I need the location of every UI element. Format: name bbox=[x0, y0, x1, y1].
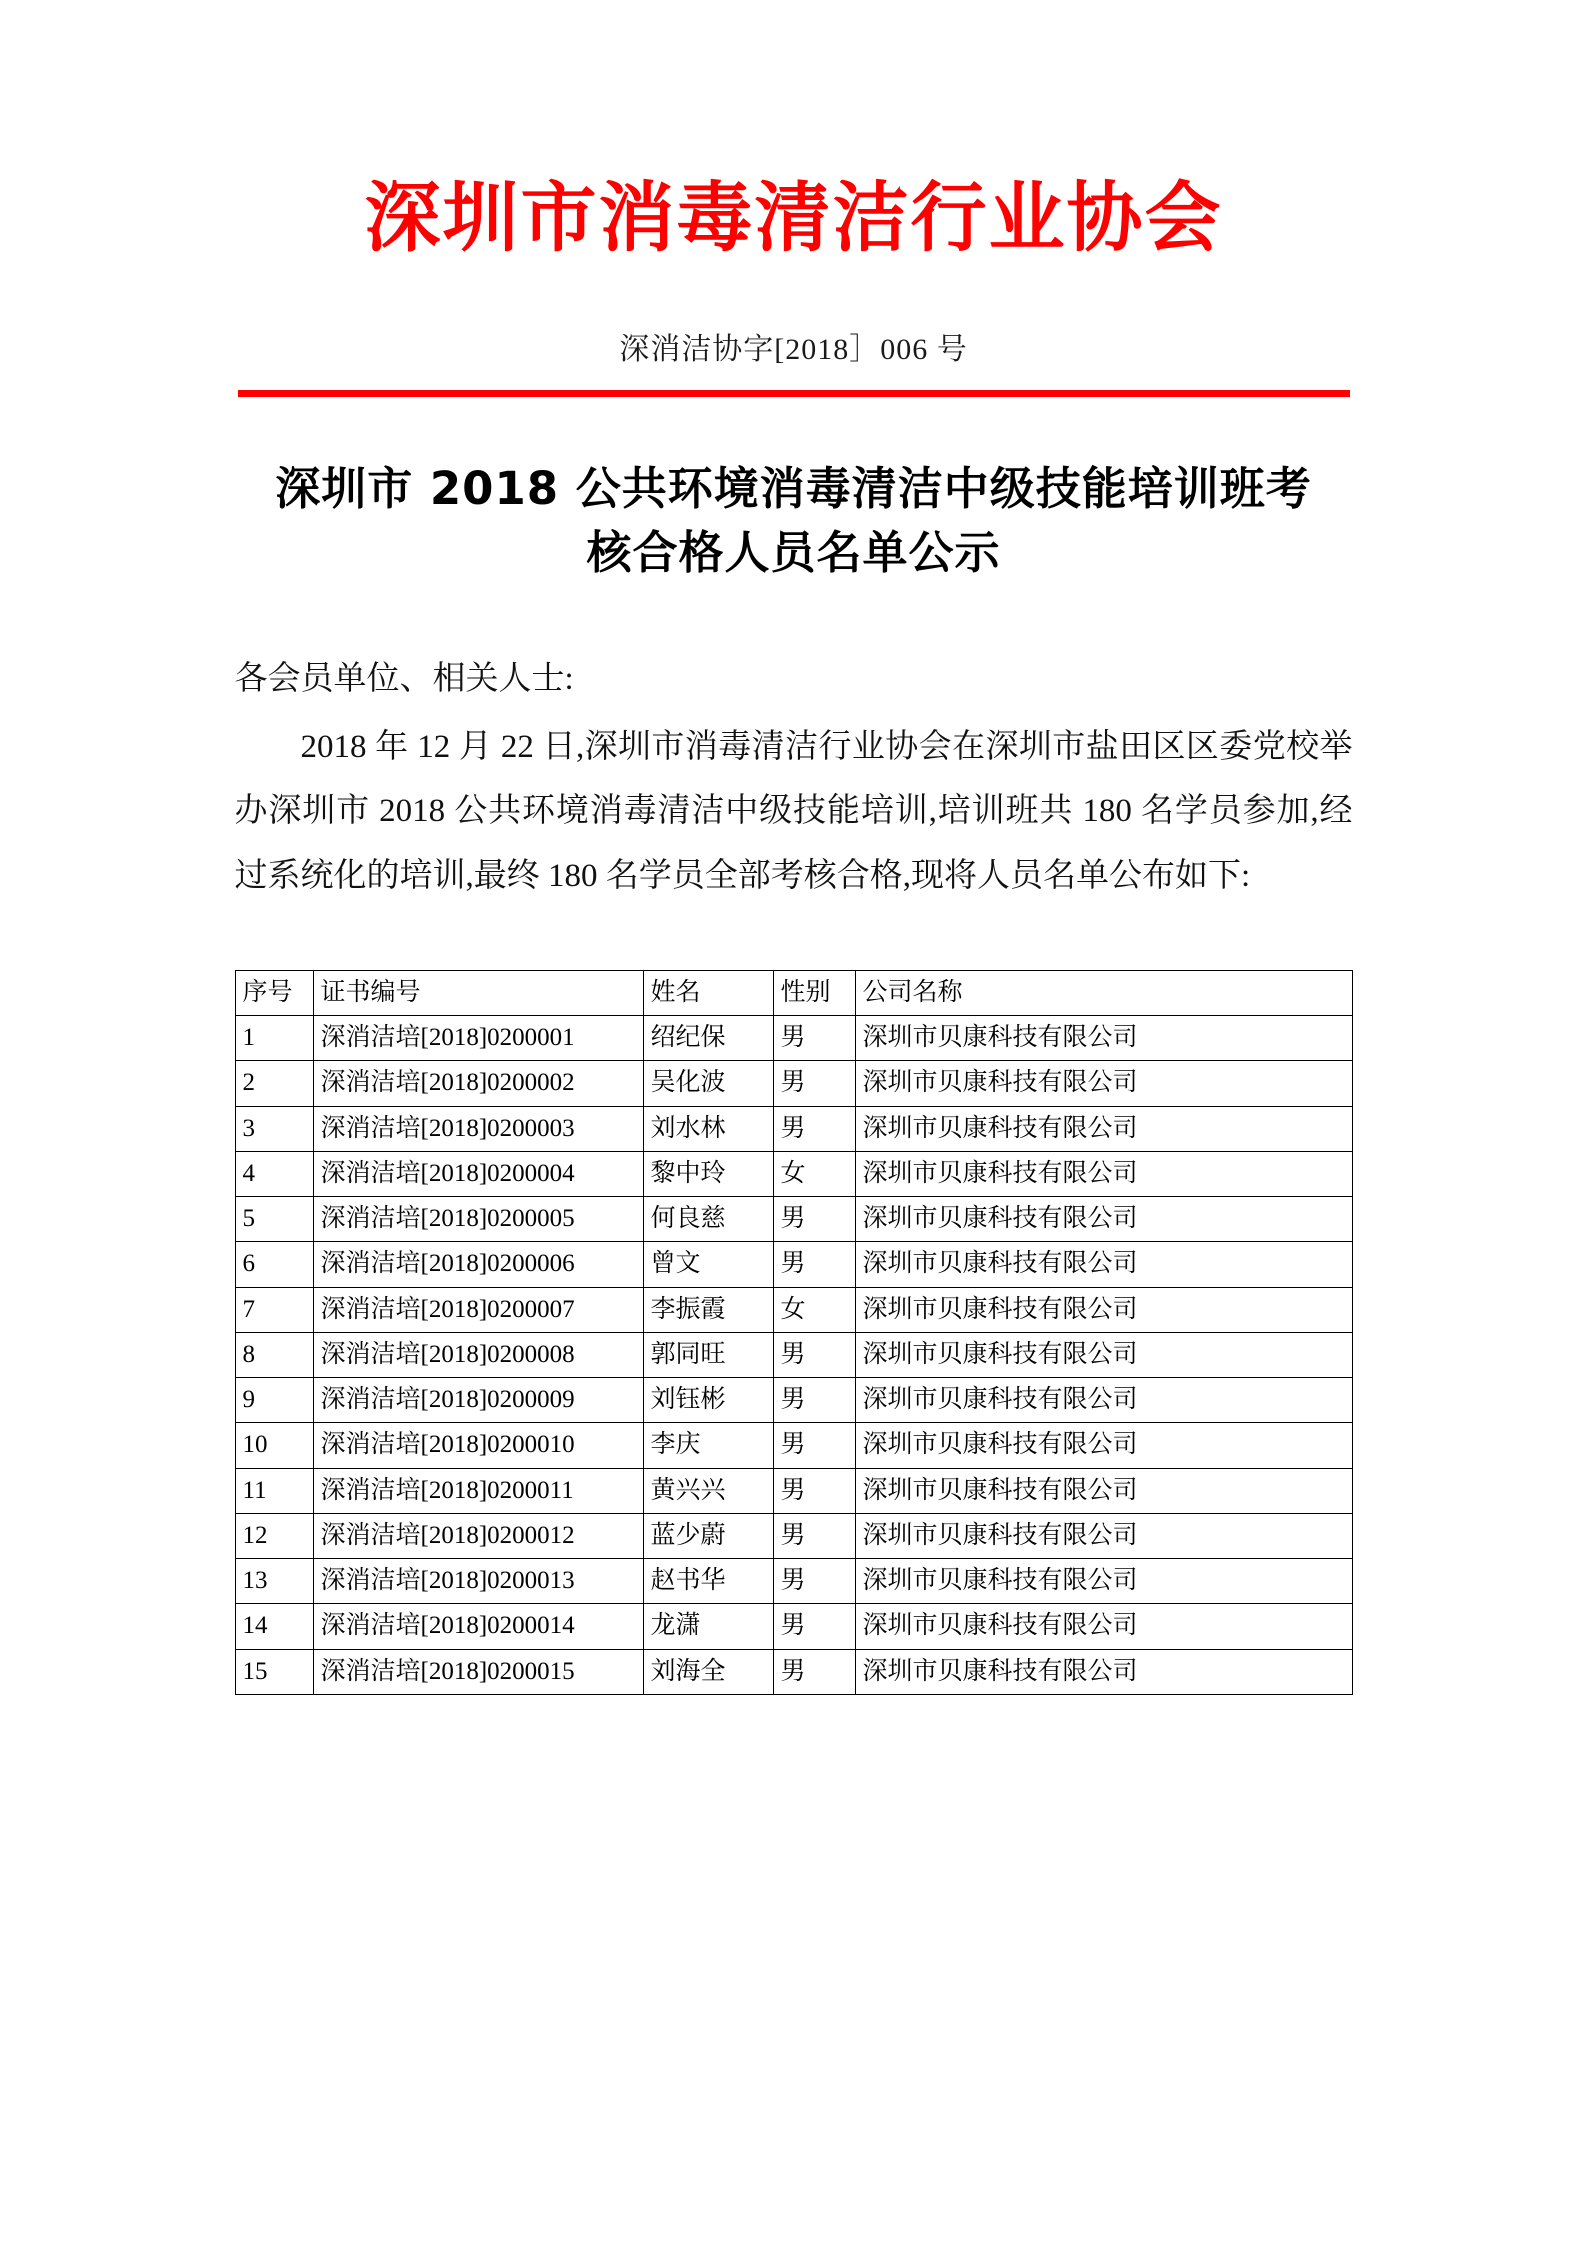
cell-index: 2 bbox=[235, 1061, 313, 1106]
table-header-row bbox=[235, 970, 1352, 1015]
cell-gender: 男 bbox=[773, 1061, 855, 1106]
cell-cert: 深消洁培[2018]0200014 bbox=[313, 1604, 643, 1649]
document-number: 深消洁协字[2018］006 号 bbox=[619, 332, 968, 366]
cell-index: 4 bbox=[235, 1151, 313, 1196]
cell-name: 吴化波 bbox=[643, 1061, 773, 1106]
cell-name: 何良慈 bbox=[643, 1197, 773, 1242]
cell-gender: 男 bbox=[773, 1649, 855, 1694]
cell-company: 深圳市贝康科技有限公司 bbox=[855, 1423, 1352, 1468]
table-row bbox=[235, 1468, 1352, 1513]
cell-cert: 深消洁培[2018]0200002 bbox=[313, 1061, 643, 1106]
cell-cert: 深消洁培[2018]0200006 bbox=[313, 1242, 643, 1287]
cell-index: 15 bbox=[235, 1649, 313, 1694]
table-row bbox=[235, 1604, 1352, 1649]
cell-index: 1 bbox=[235, 1016, 313, 1061]
table-row bbox=[235, 1061, 1352, 1106]
table-header bbox=[235, 970, 1352, 1015]
cell-gender: 男 bbox=[773, 1332, 855, 1377]
page-title: 深圳市 2018 公共环境消毒清洁中级技能培训班考核合格人员名单公示 bbox=[275, 461, 1312, 579]
cell-company: 深圳市贝康科技有限公司 bbox=[855, 1242, 1352, 1287]
cell-index: 9 bbox=[235, 1378, 313, 1423]
cell-company: 深圳市贝康科技有限公司 bbox=[855, 1513, 1352, 1558]
cell-name: 曾文 bbox=[643, 1242, 773, 1287]
cell-cert: 深消洁培[2018]0200012 bbox=[313, 1513, 643, 1558]
cell-cert: 深消洁培[2018]0200008 bbox=[313, 1332, 643, 1377]
table-row bbox=[235, 1423, 1352, 1468]
cell-gender: 男 bbox=[773, 1468, 855, 1513]
roster-table bbox=[235, 970, 1353, 1695]
cell-name: 绍纪保 bbox=[643, 1016, 773, 1061]
cell-company: 深圳市贝康科技有限公司 bbox=[855, 1061, 1352, 1106]
table-row bbox=[235, 1378, 1352, 1423]
cell-company: 深圳市贝康科技有限公司 bbox=[855, 1106, 1352, 1151]
cell-company: 深圳市贝康科技有限公司 bbox=[855, 1378, 1352, 1423]
cell-cert: 深消洁培[2018]0200013 bbox=[313, 1559, 643, 1604]
cell-cert: 深消洁培[2018]0200010 bbox=[313, 1423, 643, 1468]
cell-name: 龙潇 bbox=[643, 1604, 773, 1649]
column-header-index: 序号 bbox=[235, 970, 313, 1015]
cell-name: 赵书华 bbox=[643, 1559, 773, 1604]
table-row bbox=[235, 1197, 1352, 1242]
cell-cert: 深消洁培[2018]0200004 bbox=[313, 1151, 643, 1196]
cell-cert: 深消洁培[2018]0200003 bbox=[313, 1106, 643, 1151]
cell-gender: 男 bbox=[773, 1016, 855, 1061]
cell-company: 深圳市贝康科技有限公司 bbox=[855, 1332, 1352, 1377]
cell-name: 李庆 bbox=[643, 1423, 773, 1468]
table-row bbox=[235, 1287, 1352, 1332]
cell-index: 12 bbox=[235, 1513, 313, 1558]
bottom-spacer bbox=[0, 1695, 1587, 1815]
cell-index: 6 bbox=[235, 1242, 313, 1287]
cell-cert: 深消洁培[2018]0200001 bbox=[313, 1016, 643, 1061]
table-row bbox=[235, 1242, 1352, 1287]
cell-gender: 男 bbox=[773, 1513, 855, 1558]
cell-cert: 深消洁培[2018]0200009 bbox=[313, 1378, 643, 1423]
cell-gender: 男 bbox=[773, 1423, 855, 1468]
cell-index: 14 bbox=[235, 1604, 313, 1649]
column-header-gender: 性别 bbox=[773, 970, 855, 1015]
table-row bbox=[235, 1016, 1352, 1061]
cell-cert: 深消洁培[2018]0200005 bbox=[313, 1197, 643, 1242]
masthead bbox=[0, 0, 1587, 262]
table-row bbox=[235, 1559, 1352, 1604]
cell-company: 深圳市贝康科技有限公司 bbox=[855, 1287, 1352, 1332]
cell-company: 深圳市贝康科技有限公司 bbox=[855, 1559, 1352, 1604]
table-row bbox=[235, 1332, 1352, 1377]
cell-company: 深圳市贝康科技有限公司 bbox=[855, 1604, 1352, 1649]
cell-name: 李振霞 bbox=[643, 1287, 773, 1332]
cell-name: 蓝少蔚 bbox=[643, 1513, 773, 1558]
table-row bbox=[235, 1513, 1352, 1558]
cell-gender: 男 bbox=[773, 1559, 855, 1604]
cell-name: 郭同旺 bbox=[643, 1332, 773, 1377]
cell-gender: 男 bbox=[773, 1604, 855, 1649]
column-header-cert: 证书编号 bbox=[313, 970, 643, 1015]
cell-gender: 男 bbox=[773, 1242, 855, 1287]
cell-cert: 深消洁培[2018]0200011 bbox=[313, 1468, 643, 1513]
cell-index: 10 bbox=[235, 1423, 313, 1468]
cell-gender: 男 bbox=[773, 1197, 855, 1242]
cell-gender: 男 bbox=[773, 1106, 855, 1151]
organization-title: 深圳市消毒清洁行业协会 bbox=[364, 173, 1223, 262]
salutation-line: 各会员单位、相关人士: bbox=[234, 660, 574, 697]
cell-gender: 男 bbox=[773, 1378, 855, 1423]
cell-company: 深圳市贝康科技有限公司 bbox=[855, 1468, 1352, 1513]
cell-name: 刘水林 bbox=[643, 1106, 773, 1151]
cell-name: 刘海全 bbox=[643, 1649, 773, 1694]
cell-company: 深圳市贝康科技有限公司 bbox=[855, 1197, 1352, 1242]
column-header-name: 姓名 bbox=[643, 970, 773, 1015]
cell-index: 5 bbox=[235, 1197, 313, 1242]
cell-index: 13 bbox=[235, 1559, 313, 1604]
cell-index: 7 bbox=[235, 1287, 313, 1332]
cell-name: 黄兴兴 bbox=[643, 1468, 773, 1513]
body-text bbox=[235, 647, 1353, 908]
roster-table-container bbox=[235, 970, 1353, 1695]
cell-name: 黎中玲 bbox=[643, 1151, 773, 1196]
cell-index: 11 bbox=[235, 1468, 313, 1513]
cell-cert: 深消洁培[2018]0200007 bbox=[313, 1287, 643, 1332]
cell-gender: 女 bbox=[773, 1151, 855, 1196]
cell-gender: 女 bbox=[773, 1287, 855, 1332]
cell-company: 深圳市贝康科技有限公司 bbox=[855, 1016, 1352, 1061]
table-row bbox=[235, 1649, 1352, 1694]
cell-index: 3 bbox=[235, 1106, 313, 1151]
cell-index: 8 bbox=[235, 1332, 313, 1377]
cell-cert: 深消洁培[2018]0200015 bbox=[313, 1649, 643, 1694]
table-body bbox=[235, 1016, 1352, 1695]
table-row bbox=[235, 1151, 1352, 1196]
body-paragraph: 2018 年 12 月 22 日,深圳市消毒清洁行业协会在深圳市盐田区区委党校举办深圳市 2018 公共环境消毒清洁中级技能培训,培训班共 180 名学员参加,经过系统化的培训,最终 180 名学员全部考核合格,现将人员名单公布如下: bbox=[234, 728, 1353, 894]
red-divider-rule bbox=[238, 390, 1350, 397]
cell-company: 深圳市贝康科技有限公司 bbox=[855, 1151, 1352, 1196]
column-header-company: 公司名称 bbox=[855, 970, 1352, 1015]
cell-company: 深圳市贝康科技有限公司 bbox=[855, 1649, 1352, 1694]
table-row bbox=[235, 1106, 1352, 1151]
cell-name: 刘钰彬 bbox=[643, 1378, 773, 1423]
